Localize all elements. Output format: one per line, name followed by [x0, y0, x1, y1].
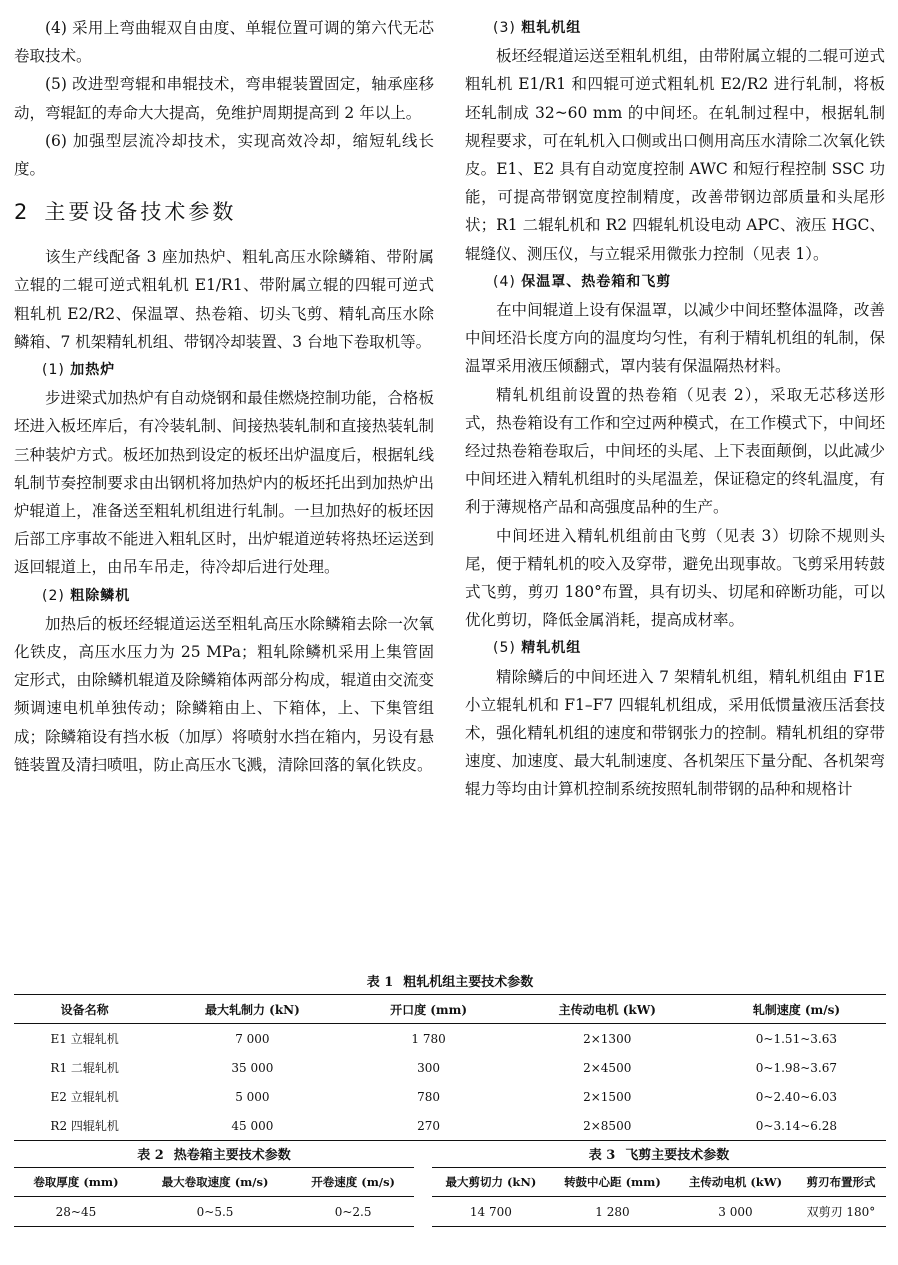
table-row	[14, 1053, 886, 1082]
table2-block	[14, 1145, 414, 1227]
table-cell: 2×1300	[583, 1031, 632, 1046]
table-row	[14, 1111, 886, 1141]
subsection-heading-coilbox: (4) 保温罩、热卷箱和飞剪	[493, 273, 672, 290]
table-row	[432, 1197, 886, 1227]
table-header-cell: 设备名称	[14, 995, 155, 1024]
subsection-heading-descaler: (2) 粗除鳞机	[42, 587, 131, 604]
table-header-cell: 最大剪切力 (kN)	[432, 1168, 550, 1197]
table1-caption: 表 1 粗轧机组主要技术参数	[366, 975, 534, 990]
table-cell: 2×1500	[583, 1089, 632, 1104]
table-header-cell: 剪刃布置形式	[796, 1168, 886, 1197]
section-number: 2	[14, 200, 31, 225]
table-cell: 3 000	[675, 1197, 796, 1227]
table-cell: 1 280	[550, 1197, 675, 1227]
table-cell: 35 000	[231, 1060, 274, 1075]
table-header-cell: 最大轧制力 (kN)	[155, 995, 349, 1024]
table-cell: 1 780	[411, 1031, 446, 1046]
roughing-paragraph: 板坯经辊道运送至粗轧机组，由带附属立辊的二辊可逆式粗轧机 E1/R1 和四辊可逆式粗轧机 E2/R2 进行轧制，将板坯轧制成 32~60 mm 的中间坯。在轧制过程中，根据轧制规程要求，可在轧机入口侧或出口侧用高压水清除二次氧化铁皮。E1、E2 具有自动宽度控制 AWC 和短行程控制 SSC 功能，可提高带钢宽度控制精度，改善带钢边部质量和头尾形状；R1 二辊轧机和 R2 四辊轧机设电动 APC、液压 HGC、辊缝仪、测压仪，与立辊采用微张力控制（见表 1）。	[465, 47, 885, 263]
table-header-row	[14, 1168, 414, 1197]
table-cell: 2×8500	[508, 1111, 707, 1141]
table-cell: R2 四辊轧机	[14, 1111, 155, 1141]
equipment-overview-paragraph: 该生产线配备 3 座加热炉、粗轧高压水除鳞箱、带附属立辊的二辊可逆式粗轧机 E1/R1、带附属立辊的四辊可逆式粗轧机 E2/R2、保温罩、热卷箱、切头飞剪、精轧高压水除鳞箱、7 机架精轧机组、带钢冷却装置、3 台地下卷取机等。	[14, 248, 434, 351]
table-header-cell: 卷取厚度 (mm)	[14, 1168, 138, 1197]
feature-item-4: (4) 采用上弯曲辊双自由度、单辊位置可调的第六代无芯卷取技术。	[14, 19, 434, 66]
table-header-cell: 轧制速度 (m/s)	[707, 995, 886, 1024]
flying-shear-paragraph: 中间坯进入精轧机组前由飞剪（见表 3）切除不规则头尾，便于精轧机的咬入及穿带，避免出现事故。飞剪采用转鼓式飞剪，剪刃 180°布置，具有切头、切尾和碎断功能，可以优化剪切，降低金属消耗，提高成材率。	[465, 526, 885, 630]
coil-box-paragraph: 精轧机组前设置的热卷箱（见表 2），采取无芯移送形式，热卷箱设有工作和空过两种模式，在工作模式下，中间坯经过热卷箱卷取后，中间坯的头尾、上下表面颠倒，以此减少中间坯进入精轧机组时的头尾温差，保证稳定的终轧温度，有利于薄规格产品和高强度品种的生产。	[465, 385, 885, 517]
section-title: 主要设备技术参数	[44, 200, 237, 225]
table-cell: E1 立辊轧机	[50, 1032, 119, 1046]
table-cell: 0~5.5	[138, 1197, 292, 1227]
subsection-heading-roughing: (3) 粗轧机组	[493, 20, 582, 36]
subsection-heading-furnace: (1) 加热炉	[42, 362, 116, 379]
table-cell: R1 二辊轧机	[50, 1061, 119, 1075]
table-cell: 14 700	[432, 1197, 550, 1227]
table2	[14, 1167, 414, 1227]
furnace-paragraph: 步进梁式加热炉有自动烧钢和最佳燃烧控制功能，合格板坯进入板坯库后，有冷装轧制、间接热装轧制和直接热装轧制三种装炉方式。板坯加热到设定的板坯出炉温度后，根据轧线轧制节奏控制要求由出钢机将加热炉内的板坯托出到加热炉出炉辊道上，准备送至粗轧机组进行轧制。一旦加热好的板坯因后部工序事故不能进入粗轧区时，出炉辊道逆转将热坯运送到返回辊道上，由吊车吊走，待冷却后进行处理。	[14, 389, 434, 577]
table-header-cell: 开口度 (mm)	[349, 995, 507, 1024]
table3-block	[432, 1145, 886, 1227]
left-column	[14, 14, 434, 779]
table3	[432, 1167, 886, 1227]
table-cell: 270	[349, 1111, 507, 1141]
tables-2-3-row	[14, 1145, 886, 1265]
table-cell: 28~45	[14, 1197, 138, 1227]
table-row	[14, 1082, 886, 1111]
table-cell: 0~3.14~6.28	[707, 1111, 886, 1141]
table-cell: 45 000	[155, 1111, 349, 1141]
table-header-cell: 最大卷取速度 (m/s)	[138, 1168, 292, 1197]
table3-caption: 表 3 飞剪主要技术参数	[588, 1148, 730, 1163]
subsection-heading-finishing: (5) 精轧机组	[493, 640, 582, 657]
table-cell: 0~2.5	[292, 1197, 414, 1227]
table-header-cell: 转鼓中心距 (mm)	[550, 1168, 675, 1197]
table-row	[14, 1024, 886, 1054]
table-header-row	[432, 1168, 886, 1197]
table-cell: 0~1.51~3.63	[755, 1031, 837, 1046]
table-header-cell: 主传动电机 (kW)	[508, 995, 707, 1024]
descaler-paragraph: 加热后的板坯经辊道运送至粗轧高压水除鳞箱去除一次氧化铁皮，高压水压力为 25 MPa；粗轧除鳞机采用上集管固定形式，由除鳞机辊道及除鳞箱体两部分构成，辊道由交流变频调速电机单独传动；除鳞箱由上、下箱体，上、下集管组成；除鳞箱设有挡水板（加厚）将喷射水挡在箱内，另设有悬链装置及清扫喷咀，防止高压水飞溅，清除回落的氧化铁皮。	[14, 614, 434, 774]
right-column	[465, 14, 885, 804]
table-cell: 0~1.98~3.67	[755, 1060, 837, 1075]
table-cell: 5 000	[235, 1089, 270, 1104]
section-heading	[14, 197, 434, 227]
table2-caption: 表 2 热卷箱主要技术参数	[137, 1148, 291, 1163]
table-cell: E2 立辊轧机	[50, 1090, 119, 1104]
table-header-row	[14, 995, 886, 1024]
feature-item-5: (5) 改进型弯辊和串辊技术，弯串辊装置固定，轴承座移动，弯辊缸的寿命大大提高，免维护周期提高到 2 年以上。	[14, 75, 434, 122]
table-cell: 7 000	[235, 1031, 270, 1046]
feature-item-6: (6) 加强型层流冷却技术，实现高效冷却，缩短轧线长度。	[14, 131, 434, 179]
table-cell: 780	[417, 1089, 440, 1104]
table-header-cell: 主传动电机 (kW)	[675, 1168, 796, 1197]
table-row	[14, 1197, 414, 1227]
table-cell: 2×4500	[583, 1060, 632, 1075]
table-cell: 双剪刃 180°	[796, 1197, 886, 1227]
finishing-paragraph: 精除鳞后的中间坯进入 7 架精轧机组，精轧机组由 F1E 小立辊轧机和 F1–F7 四辊轧机组成，采用低惯量液压活套技术，强化精轧机组的速度和带钢张力的控制。精轧机组的穿带速度、加速度、最大轧制速度、各机架压下量分配、各机架弯辊力等均由计算机控制系统按照轧制带钢的品种和规格计	[465, 667, 885, 799]
heat-shield-paragraph: 在中间辊道上设有保温罩，以减少中间坯整体温降，改善中间坯沿长度方向的温度均匀性，有利于精轧机组的轧制，保温罩采用液压倾翻式，罩内装有保温隔热材料。	[465, 301, 885, 376]
table-cell: 300	[417, 1060, 440, 1075]
table1	[14, 994, 886, 1141]
tables-area	[14, 972, 886, 1265]
table-cell: 0~2.40~6.03	[755, 1089, 837, 1104]
table-header-cell: 开卷速度 (m/s)	[292, 1168, 414, 1197]
